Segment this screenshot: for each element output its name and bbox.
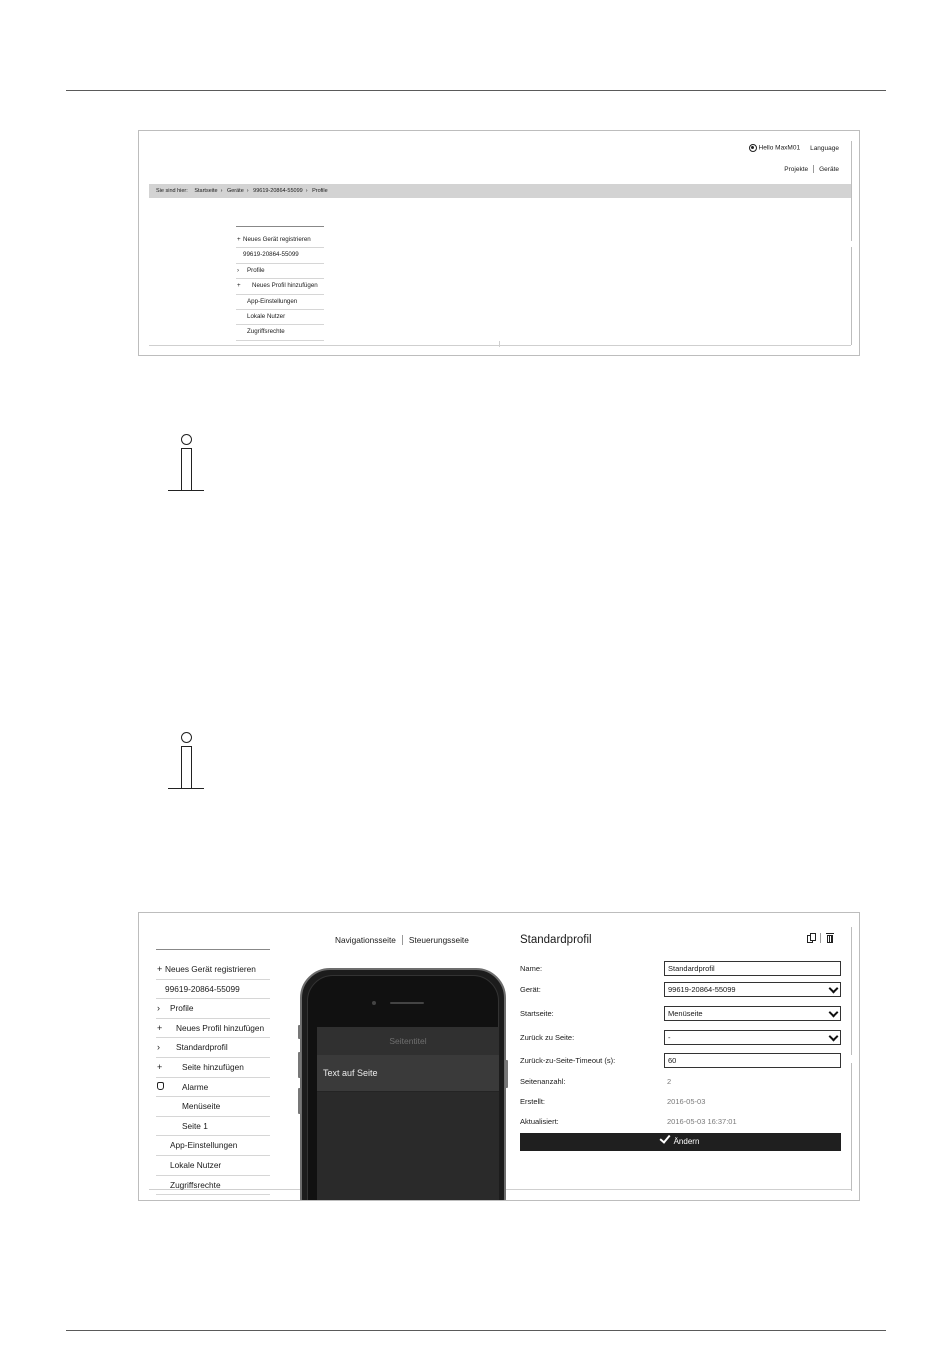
name-label: Name: [520,964,543,973]
startpage-select[interactable] [664,1006,841,1021]
info-icon-dot [181,732,192,743]
divider [851,1063,852,1191]
sidebar-item-device[interactable] [236,248,324,263]
nav-separator [813,165,814,173]
sidebar-item-label: Lokale Nutzer [247,312,286,320]
chevron-down-icon [829,984,839,994]
check-icon [659,1132,670,1144]
divider [149,345,851,346]
screenshot-profiles-overview [138,130,860,356]
page-bottom-rule [66,1330,886,1331]
chevron-right-icon: › [157,1042,160,1053]
sidebar-menu [236,226,324,341]
sidebar-item-label: App-Einstellungen [170,1140,238,1151]
device-select[interactable] [664,982,841,997]
breadcrumb [149,184,851,198]
updated-label: Aktualisiert: [520,1117,559,1126]
sidebar-item-label: Neues Gerät registrieren [165,964,256,974]
user-menu[interactable] [749,144,801,152]
form-row-updated [520,1114,841,1130]
form-row-page-count [520,1074,841,1090]
breadcrumb-item[interactable]: 99619-20864-55099 [253,188,303,194]
page-count-label: Seitenanzahl: [520,1077,566,1086]
phone-preview [300,968,506,1201]
sidebar-item-label: Zugriffsrechte [170,1179,221,1190]
created-value: 2016-05-03 [667,1097,706,1106]
change-button-label: Ändern [673,1137,700,1146]
sidebar-item-label: Zugriffsrechte [247,328,285,336]
form-row-device [520,982,841,998]
divider [851,141,852,241]
sidebar-item-page-1[interactable] [156,1117,270,1137]
plus-icon: + [237,282,241,290]
info-icon-base [168,788,204,789]
plus-icon: + [157,1022,163,1033]
sidebar-item-label: App-Einstellungen [247,297,298,305]
form-row-name [520,961,841,977]
timeout-label: Zurück-zu-Seite-Timeout (s): [520,1056,616,1065]
plus-icon: + [157,964,163,974]
divider [499,341,500,347]
sidebar-item-access-rights[interactable] [236,325,324,340]
sidebar-item-add-profile[interactable] [156,1019,270,1039]
sidebar-item-app-settings[interactable] [156,1136,270,1156]
info-icon-dot [181,434,192,445]
plus-icon: + [237,236,241,243]
alarm-icon [157,1078,164,1097]
breadcrumb-item: Profile [312,188,328,194]
breadcrumb-chevron-icon: › [220,188,223,194]
breadcrumb-chevron-icon: › [305,188,308,194]
main-nav [784,165,839,173]
sidebar-item-label: Lokale Nutzer [170,1159,222,1170]
tab-separator [402,935,403,945]
phone-page-title: Seitentitel [317,1027,499,1055]
chevron-right-icon: › [157,1003,160,1014]
chevron-down-icon [829,1008,839,1018]
sidebar-item-label: Neues Profil hinzufügen [176,1022,265,1033]
divider [851,247,852,345]
profile-actions [807,933,834,943]
updated-value: 2016-05-03 16:37:01 [667,1117,737,1126]
phone-screen [317,1027,499,1201]
sidebar-item-local-users[interactable] [236,310,324,325]
sidebar-item-label: Seite hinzufügen [182,1061,244,1072]
sidebar-item-label: Profile [170,1003,194,1014]
sidebar-item-register-device[interactable] [236,233,324,248]
language-link[interactable]: Language [810,144,839,152]
trash-icon[interactable] [826,933,834,943]
sidebar-item-access-rights[interactable] [156,1176,270,1196]
sidebar-item-device[interactable] [156,980,270,1000]
timeout-input[interactable]: 60 [664,1053,841,1068]
sidebar-item-label: 99619-20864-55099 [243,251,299,259]
info-icon [168,434,204,496]
form-row-created [520,1094,841,1110]
info-icon [168,732,204,794]
nav-projects[interactable]: Projekte [784,165,809,173]
phone-side-button [298,1088,301,1114]
sidebar-item-standard-profile[interactable] [156,1038,270,1058]
startpage-select-value: Menüseite [668,1009,703,1018]
sidebar-item-label: Alarme [182,1081,209,1092]
plus-icon: + [157,1061,163,1072]
breadcrumb-item[interactable]: Startseite [194,188,218,194]
startpage-label: Startseite: [520,1009,554,1018]
copy-icon[interactable] [807,933,815,943]
device-label: Gerät: [520,985,541,994]
sidebar-item-label: Menüseite [182,1101,221,1112]
sidebar-item-label: Neues Gerät registrieren [243,236,311,243]
info-icon-stem [181,746,192,788]
user-bar [749,144,839,152]
sidebar-item-local-users[interactable] [156,1156,270,1176]
sidebar-item-add-page[interactable] [156,1058,270,1078]
screenshot-profile-detail [138,912,860,1201]
page-count-value: 2 [667,1077,672,1086]
sidebar-item-menu-page[interactable] [156,1097,270,1117]
info-icon-base [168,490,204,491]
chevron-down-icon [829,1032,839,1042]
sidebar-item-profiles[interactable] [156,999,270,1019]
sidebar-item-label: Seite 1 [182,1120,208,1131]
phone-side-button [505,1060,508,1088]
phone-speaker [390,1002,424,1004]
breadcrumb-item[interactable]: Geräte [226,188,244,194]
back-page-select[interactable] [664,1030,841,1045]
chevron-right-icon: › [237,266,240,274]
info-icon-stem [181,448,192,490]
phone-side-button [298,1025,301,1039]
form-row-back-page [520,1030,841,1046]
name-input[interactable]: Standardprofil [664,961,841,976]
sidebar-item-add-profile[interactable] [236,279,324,294]
phone-bezel [307,975,499,1201]
sidebar-item-label: Standardprofil [176,1042,228,1053]
sidebar-item-label: Profile [247,266,265,274]
sidebar-item-label: Neues Profil hinzufügen [252,282,318,290]
divider [851,927,852,1055]
sidebar-item-app-settings[interactable] [236,295,324,310]
breadcrumb-lead: Sie sind hier: [156,188,188,194]
breadcrumb-chevron-icon: › [246,188,249,194]
phone-camera [372,1001,376,1005]
phone-side-button [298,1052,301,1078]
sidebar-item-register-device[interactable] [156,960,270,980]
nav-devices[interactable]: Geräte [819,165,839,173]
page-type-tabs [335,935,469,945]
phone-page-text[interactable]: Text auf Seite [317,1055,499,1092]
device-select-value: 99619-20864-55099 [668,985,736,994]
page-top-rule [66,90,886,91]
tab-control-page[interactable]: Steuerungsseite [408,935,469,945]
action-separator [820,933,821,943]
change-button[interactable] [520,1133,841,1151]
page-title: Standardprofil [520,934,592,946]
sidebar-item-label: 99619-20864-55099 [165,983,240,994]
user-greeting: Hello MaxM01 [758,144,801,152]
sidebar-item-profiles[interactable] [236,264,324,279]
sidebar-menu [156,949,270,1195]
created-label: Erstellt: [520,1097,546,1106]
tab-navigation-page[interactable]: Navigationsseite [335,935,396,945]
back-page-select-value: - [668,1033,671,1042]
form-row-startpage [520,1006,841,1022]
sidebar-item-alarms[interactable] [156,1078,270,1098]
user-icon [749,144,757,152]
back-page-label: Zurück zu Seite: [520,1033,575,1042]
form-row-timeout [520,1053,841,1069]
